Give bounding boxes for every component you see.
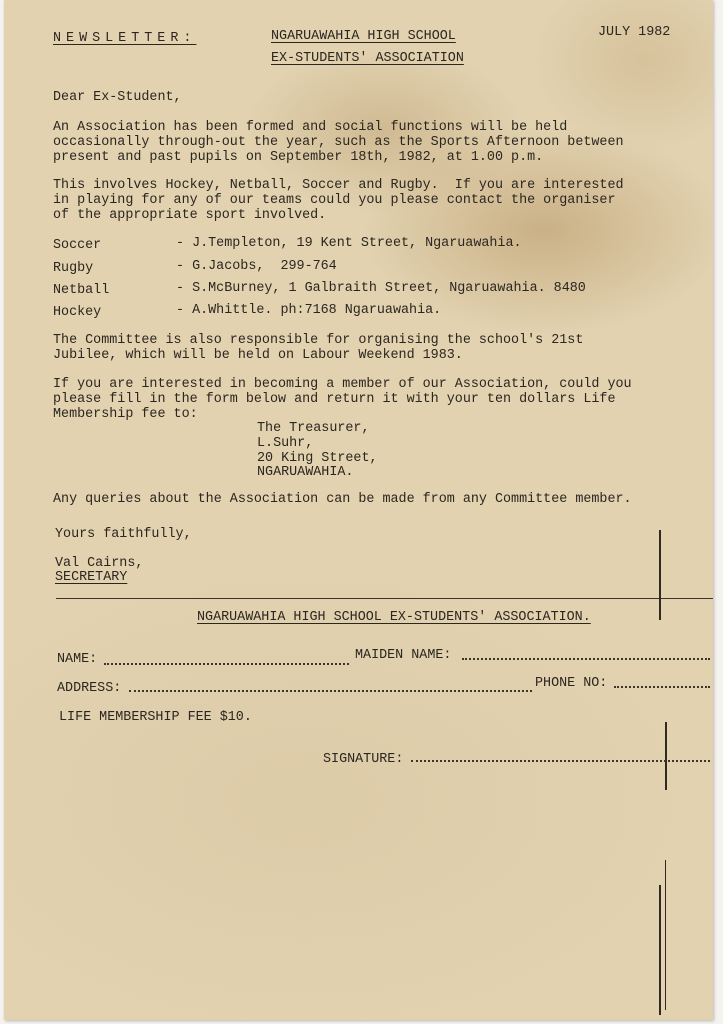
margin-mark [659, 530, 661, 620]
sport-name: Rugby [53, 261, 94, 276]
sport-name: Hockey [53, 305, 102, 320]
sport-contact: - S.McBurney, 1 Galbraith Street, Ngaruawahia. 8480 [176, 281, 586, 296]
name-field[interactable] [104, 653, 349, 665]
paragraph-line: of the appropriate sport involved. [53, 208, 327, 223]
address-line: The Treasurer, [257, 421, 370, 436]
sport-contact: - A.Whittle. ph:7168 Ngaruawahia. [176, 303, 442, 318]
paragraph-line: present and past pupils on September 18th, 1982, at 1.00 p.m. [53, 150, 544, 165]
signature-field[interactable] [411, 750, 710, 762]
margin-mark [659, 885, 661, 1015]
membership-fee: LIFE MEMBERSHIP FEE $10. [59, 710, 252, 725]
association-name: EX-STUDENTS' ASSOCIATION [271, 51, 464, 66]
paragraph-line: The Committee is also responsible for organising the school's 21st [53, 333, 584, 348]
phone-field[interactable] [614, 676, 710, 688]
phone-label: PHONE NO: [535, 676, 608, 691]
paragraph-line: If you are interested in becoming a member of our Association, could you [53, 377, 632, 392]
paragraph-line: occasionally through-out the year, such as the Sports Afternoon between [53, 135, 624, 150]
paragraph-line: please fill in the form below and return it with your ten dollars Life [53, 392, 616, 407]
sport-name: Soccer [53, 238, 102, 253]
maiden-name-field[interactable] [462, 648, 710, 660]
address-line: L.Suhr, [257, 436, 314, 451]
school-name: NGARUAWAHIA HIGH SCHOOL [271, 29, 456, 44]
queries-note: Any queries about the Association can be made from any Committee member. [53, 492, 632, 507]
margin-mark [665, 860, 666, 1010]
address-line: NGARUAWAHIA. [257, 465, 354, 480]
paragraph-line: Membership fee to: [53, 407, 198, 422]
tear-off-rule [56, 598, 713, 599]
paragraph-line: in playing for any of our teams could you please contact the organiser [53, 193, 616, 208]
maiden-name-label: MAIDEN NAME: [355, 648, 452, 663]
paragraph-line: An Association has been formed and social functions will be held [53, 120, 568, 135]
salutation: Dear Ex-Student, [53, 90, 182, 105]
sport-contact: - G.Jacobs, 299-764 [176, 259, 337, 274]
newsletter-page [4, 0, 713, 1020]
address-label: ADDRESS: [57, 681, 122, 696]
address-field[interactable] [129, 680, 532, 692]
issue-date: JULY 1982 [598, 25, 671, 40]
closing: Yours faithfully, [55, 527, 192, 542]
signature-label: SIGNATURE: [323, 752, 404, 767]
paragraph-line: This involves Hockey, Netball, Soccer and Rugby. If you are interested [53, 178, 624, 193]
signer-title: SECRETARY [55, 570, 128, 585]
paragraph-line: Jubilee, which will be held on Labour Weekend 1983. [53, 348, 463, 363]
sport-name: Netball [53, 283, 110, 298]
sport-contact: - J.Templeton, 19 Kent Street, Ngaruawahia. [176, 236, 522, 251]
address-line: 20 King Street, [257, 451, 378, 466]
newsletter-heading: NEWSLETTER: [53, 31, 197, 46]
name-label: NAME: [57, 652, 98, 667]
form-title: NGARUAWAHIA HIGH SCHOOL EX-STUDENTS' ASSOCIATION. [197, 610, 591, 625]
signer-name: Val Cairns, [55, 556, 144, 571]
